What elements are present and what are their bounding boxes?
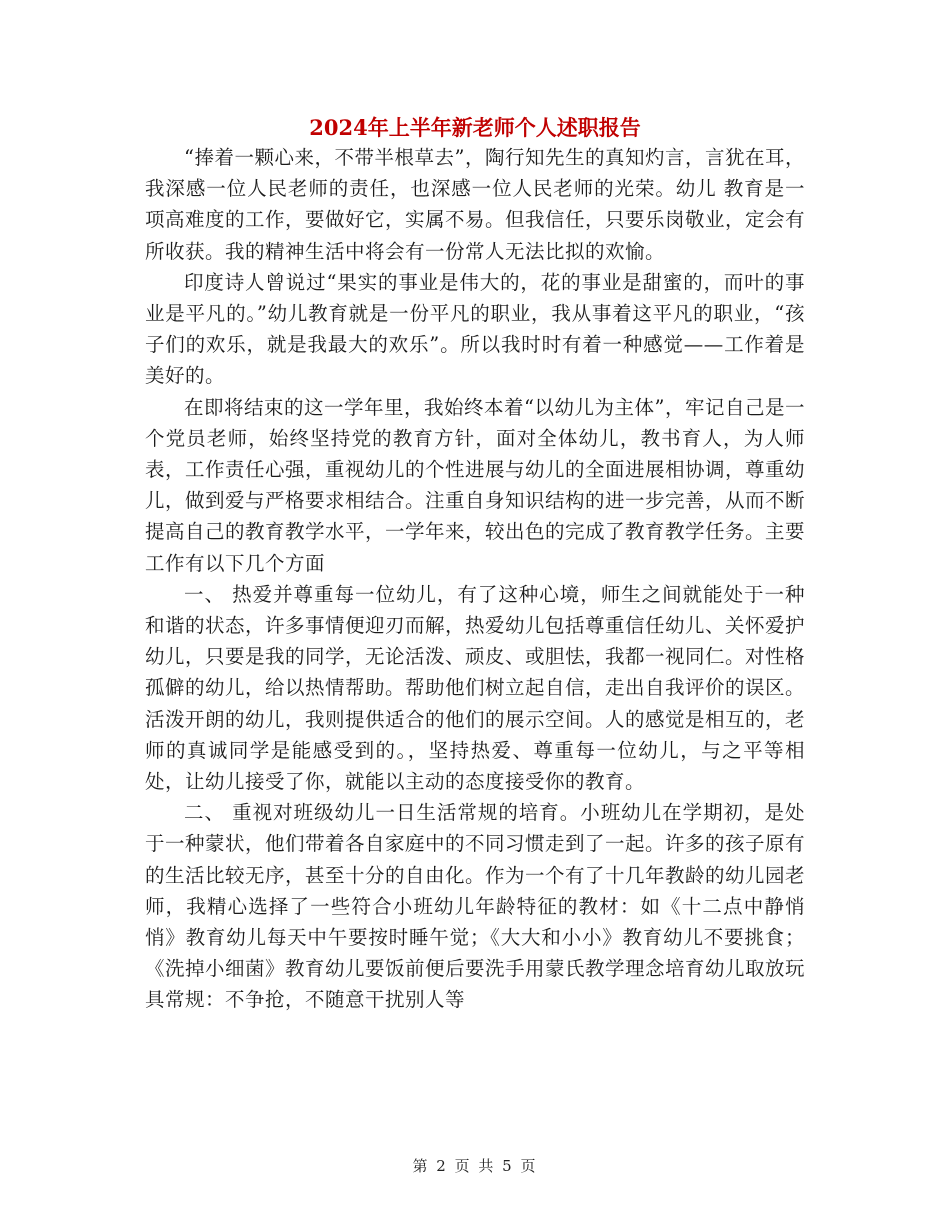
paragraph: 印度诗人曾说过“果实的事业是伟大的，花的事业是甜蜜的，而叶的事业是平凡的。”幼儿教育就是一份平凡的职业，我从事着这平凡的职业，“孩子们的欢乐，就是我最大的欢乐”。所以我时时有着一种感觉——工作着是美好的。 [145, 270, 805, 388]
paragraph: “捧着一颗心来，不带半根草去”，陶行知先生的真知灼言，言犹在耳，我深感一位人民老师的责任，也深感一位人民老师的光荣。幼儿 教育是一项高难度的工作，要做好它，实属不易。但我信任，只要乐岗敬业，定会有所收获。我的精神生活中将会有一份常人无法比拟的欢愉。 [145, 146, 806, 263]
paragraph: 一、 热爱并尊重每一位幼儿，有了这种心境，师生之间就能处于一种和谐的状态，许多事情便迎刃而解，热爱幼儿包括尊重信任幼儿、关怀爱护幼儿，只要是我的同学，无论活泼、顽皮、或胆怯，我都一视同仁。对性格孤僻的幼儿，给以热情帮助。帮助他们树立起自信，走出自我评价的误区。活泼开朗的幼儿，我则提供适合的他们的展示空间。人的感觉是相互的，老师的真诚同学是能感受到的。，坚持热爱、尊重每一位幼儿，与之平等相处，让幼儿接受了你，就能以主动的态度接受你的教育。 [145, 582, 806, 794]
document-title: 2024年上半年新老师个人述职报告 [309, 115, 641, 140]
paragraph: 二、 重视对班级幼儿一日生活常规的培育。小班幼儿在学期初，是处于一种蒙状，他们带着各自家庭中的不同习惯走到了一起。许多的孩子原有的生活比较无序，甚至十分的自由化。作为一个有了十几年教龄的幼儿园老师，我精心选择了一些符合小班幼儿年龄特征的教材：如《十二点中静悄悄》教育幼儿每天中午要按时睡午觉；《大大和小小》教育幼儿不要挑食；《洗掉小细菌》教育幼儿要饭前便后要洗手用蒙氏教学理念培育幼儿取放玩具常规：不争抢，不随意干扰别人等 [145, 801, 806, 1012]
paragraph: 在即将结束的这一学年里，我始终本着“以幼儿为主体”，牢记自己是一个党员老师，始终坚持党的教育方针，面对全体幼儿，教书育人，为人师表，工作责任心强，重视幼儿的个性进展与幼儿的全面进展相协调，尊重幼儿，做到爱与严格要求相结合。注重自身知识结构的进一步完善，从而不断提高自己的教育教学水平，一学年来，较出色的完成了教育教学任务。主要工作有以下几个方面 [145, 395, 806, 575]
document-body [145, 142, 805, 1016]
page-number-footer: 第 2 页 共 5 页 [412, 1157, 538, 1175]
